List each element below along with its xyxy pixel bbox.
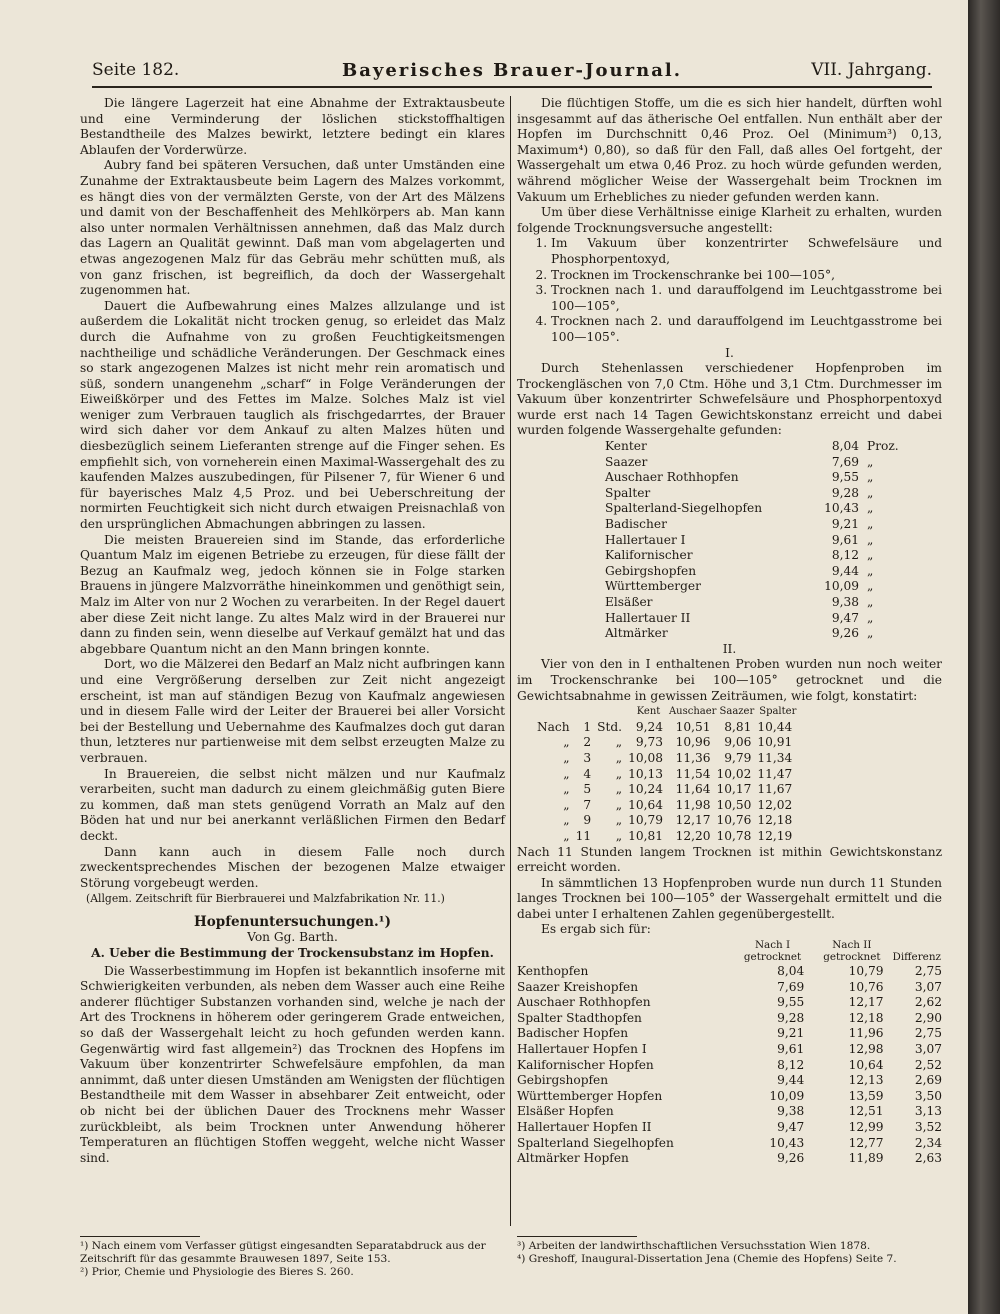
section-heading: I. (725, 345, 734, 360)
weight-value: 10,78 (716, 828, 752, 843)
table-row (537, 829, 798, 845)
difference-value: 3,07 (914, 1042, 942, 1057)
article-author: Von Gg. Barth. (247, 930, 338, 945)
hop-variety: Württemberger (605, 579, 701, 594)
table-row (605, 626, 899, 642)
hop-variety: Altmärker Hopfen (517, 1151, 629, 1166)
value-i: 9,21 (777, 1026, 805, 1041)
paragraph: Die flüchtigen Stoffe, um die es sich hier handelt, dürften wohl insgesammt auf das ätherische Oel entfallen. Nun enthält aber der Hopfen im Durchschnitt 0,46 Proz. Oel (Minimum³) 0,13, Maximum⁴) 0,80), so daß für den Fall, daß alles Oel fortgeht, der Wassergehalt um etwa 0,46 Proz. zu hoch würde gefunden werden, während möglicher Weise der Wassergehalt beim Trocknen im Vakuum um Erhebliches zu nieder gefunden werden kann. (517, 96, 942, 204)
source-citation: (Allgem. Zeitschrift für Bierbrauerei und Malzfabrikation Nr. 11.) (86, 892, 445, 906)
method-list (517, 236, 942, 345)
weight-value: 10,79 (628, 813, 663, 828)
value-ii: 12,77 (848, 1135, 884, 1150)
paragraph: Vier von den in I enthaltenen Proben wurden nun noch weiter im Trockenschranke bei 100—105° getrocknet und die Gewichtsabnahme in gewissen Zeiträumen, wie folgt, konstatirt: (517, 657, 942, 703)
table-row (537, 767, 798, 783)
unit-label: „ (867, 626, 874, 641)
footnote: ⁴) Greshoff, Inaugural-Dissertation Jena (Chemie des Hopfens) Seite 7. (517, 1253, 897, 1265)
difference-value: 3,52 (914, 1120, 942, 1134)
footnote-rule (517, 1236, 637, 1237)
table-row (517, 1104, 942, 1120)
value-i: 9,38 (777, 1104, 805, 1119)
drying-time-table (537, 704, 798, 844)
table-row (517, 1151, 942, 1167)
weight-value: 12,20 (675, 828, 711, 843)
table-row (605, 533, 899, 549)
value-i: 10,09 (769, 1088, 805, 1103)
paragraph: Es ergab sich für: (541, 922, 651, 937)
table-row (537, 720, 798, 736)
water-content-value: 9,21 (831, 517, 859, 532)
column-header: Nach II getrocknet (823, 939, 881, 964)
difference-value: 2,34 (914, 1135, 942, 1150)
table-row (517, 1089, 942, 1105)
row-label: „ (563, 797, 570, 812)
method-item: 3. Trocknen nach 1. und darauffolgend im Leuchtgasstrome bei 100—105°, (551, 283, 942, 314)
weight-value: 8,81 (724, 719, 752, 734)
weight-value: 10,02 (716, 766, 752, 781)
value-ii: 11,96 (848, 1026, 884, 1041)
water-content-value: 8,04 (831, 439, 859, 454)
table-row (537, 782, 798, 798)
table-row (605, 486, 899, 502)
time-unit: „ (615, 782, 623, 797)
hours: 1 (583, 719, 592, 734)
value-ii: 12,51 (848, 1104, 884, 1119)
hours: 4 (583, 766, 592, 781)
table-row (605, 611, 899, 627)
table-row (605, 470, 899, 486)
value-ii: 12,18 (848, 1010, 884, 1025)
hop-variety: Spalter (605, 485, 651, 500)
right-footnotes (517, 1240, 942, 1266)
hop-variety: Hallertauer I (605, 532, 686, 547)
difference-value: 2,75 (914, 964, 942, 979)
water-content-value: 8,12 (831, 548, 859, 563)
table-row (605, 439, 899, 455)
table-row (605, 579, 899, 595)
weight-value: 10,51 (675, 719, 711, 734)
weight-value: 10,08 (628, 750, 663, 765)
value-i: 9,47 (777, 1120, 805, 1134)
hop-variety: Saazer Kreishopfen (517, 979, 639, 994)
method-item: 4. Trocknen nach 2. und darauffolgend im Leuchtgasstrome bei 100—105°. (551, 314, 942, 345)
weight-value: 9,79 (724, 750, 752, 765)
volume-label: VII. Jahrgang. (811, 60, 932, 80)
weight-value: 11,64 (675, 782, 711, 797)
weight-value: 12,17 (675, 813, 711, 828)
weight-value: 11,67 (757, 782, 793, 797)
weight-value: 10,76 (716, 813, 752, 828)
value-i: 8,12 (777, 1057, 805, 1072)
value-ii: 11,89 (848, 1151, 884, 1166)
hop-variety: Elsäßer Hopfen (517, 1104, 614, 1119)
water-content-value: 9,44 (831, 563, 859, 578)
paragraph: Dort, wo die Mälzerei den Bedarf an Malz nicht aufbringen kann und eine Vergrößerung derselben zur Zeit nicht angezeigt erscheint, ist man auf ständigen Bezug von Kaufmalz angewiesen und in diesem Falle wird der Leiter der Brauerei bei aller Vorsicht bei der Bestellung und Uebernahme des Kaufmalzes doch gut daran thun, letzteres nur partienweise mit dem selbst erzeugten Malze zu verbrauen. (80, 657, 505, 765)
unit-label: „ (867, 470, 874, 485)
weight-value: 12,19 (757, 828, 793, 843)
table-row (537, 735, 798, 751)
hours: 2 (583, 735, 592, 750)
journal-title: Bayerisches Brauer-Journal. (342, 60, 682, 81)
table-row (517, 1073, 942, 1089)
row-label: „ (563, 766, 570, 781)
hop-variety: Elsäßer (605, 595, 653, 609)
table-row (537, 813, 798, 829)
adjacent-page-edge (968, 0, 1000, 1314)
hop-variety: Kenter (605, 439, 647, 454)
difference-value: 3,50 (914, 1088, 942, 1103)
paragraph: Um über diese Verhältnisse einige Klarheit zu erhalten, wurden folgende Trocknungsversuche angestellt: (517, 205, 942, 235)
paragraph: Die meisten Brauereien sind im Stande, das erforderliche Quantum Malz im eigenen Betriebe zu erzeugen, für diese fällt der Bezug an Kaufmalz weg, jedoch können sie in Folge starken Brauens in jüngere Malzvorräthe hineinkommen und genöthigt sein, Malz im Alter von nur 2 Wochen zu verarbeiten. In der Regel dauert aber diese Zeit nicht lange. Zu altes Malz wird in der Brauerei nur dann zu finden sein, wenn dieselbe auf Verkauf gemälzt hat und das abgebbare Quantum nicht an den Mann bringen konnte. (80, 532, 505, 656)
value-ii: 12,13 (848, 1073, 884, 1088)
value-ii: 13,59 (848, 1088, 884, 1103)
difference-value: 2,63 (914, 1151, 942, 1166)
table-row (605, 595, 899, 611)
value-ii: 12,99 (848, 1120, 884, 1134)
row-label: Nach (537, 719, 570, 734)
row-label: „ (563, 735, 570, 750)
weight-value: 11,36 (675, 750, 711, 765)
column-header: Spalter (759, 706, 797, 718)
right-column (517, 96, 942, 1167)
unit-label: „ (867, 501, 874, 516)
hop-variety: Württemberger Hopfen (517, 1088, 663, 1103)
value-i: 9,28 (777, 1010, 805, 1025)
water-content-value: 9,61 (831, 532, 859, 547)
hop-variety: Hallertauer II (605, 610, 691, 625)
column-divider (510, 96, 511, 1226)
hours: 3 (583, 750, 592, 765)
hop-variety: Hallertauer Hopfen II (517, 1120, 652, 1134)
row-label: „ (563, 828, 570, 843)
weight-value: 9,06 (724, 735, 752, 750)
hop-variety: Gebirgshopfen (605, 563, 697, 578)
time-unit: „ (615, 766, 623, 781)
weight-value: 12,18 (757, 813, 793, 828)
table-row (517, 1011, 942, 1027)
hop-variety: Gebirgshopfen (517, 1073, 609, 1088)
section-heading: II. (722, 641, 737, 656)
paragraph: Aubry fand bei späteren Versuchen, daß unter Umständen eine Zunahme der Extraktausbeute beim Lagern des Malzes vorkommt, es hängt dies von der vermälzten Gerste, von der Art des Mälzens und damit von der Beschaffenheit des Mehlkörpers ab. Man kann also unter normalen Verhältnissen annehmen, daß das Malz durch das Lagern an Qualität gewinnt. Daß man vom abgelagerten und etwas angezogenen Malz für das Gebräu mehr schütten muß, als von ganz frischen, ist begreiflich, da doch der Wassergehalt zugenommen hat. (80, 158, 505, 298)
row-label: „ (563, 813, 570, 828)
time-unit: Std. (597, 719, 623, 734)
unit-label: „ (867, 517, 874, 532)
hours: 7 (583, 797, 592, 812)
hop-variety: Spalter Stadthopfen (517, 1010, 642, 1025)
unit-label: „ (867, 454, 874, 469)
footnote-rule (80, 1236, 200, 1237)
weight-value: 10,81 (628, 828, 663, 843)
value-i: 9,61 (777, 1042, 805, 1057)
water-content-value: 10,09 (824, 579, 859, 594)
water-content-value: 9,55 (831, 470, 859, 485)
weight-value: 10,91 (757, 735, 793, 750)
weight-value: 10,44 (757, 719, 793, 734)
difference-value: 3,07 (914, 979, 942, 994)
hours: 11 (575, 828, 592, 843)
value-ii: 12,98 (848, 1042, 884, 1057)
paragraph: In Brauereien, die selbst nicht mälzen und nur Kaufmalz verarbeiten, sucht man dadurch zu einem gleichmäßig guten Biere zu kommen, daß man stets genügend Vorrath an Malz auf den Böden hat und nur bei anerkannt verläßlichen Firmen den Bedarf deckt. (80, 766, 505, 843)
hop-variety: Altmärker (605, 626, 668, 641)
header-rule (92, 86, 932, 88)
page-header (92, 60, 932, 84)
water-content-value: 7,69 (831, 454, 859, 469)
hours: 9 (583, 813, 592, 828)
footnote: ²) Prior, Chemie und Physiologie des Bieres S. 260. (80, 1266, 354, 1278)
weight-value: 10,13 (628, 766, 663, 781)
unit-label: „ (867, 532, 874, 547)
table-row (517, 1136, 942, 1152)
column-header: Nach I getrocknet (743, 939, 802, 964)
time-unit: „ (615, 750, 623, 765)
difference-value: 2,75 (914, 1026, 942, 1041)
value-i: 9,44 (777, 1073, 805, 1088)
water-content-value: 9,47 (831, 610, 859, 625)
article-subtitle: A. Ueber die Bestimmung der Trockensubstanz im Hopfen. (91, 946, 494, 961)
table-row (517, 980, 942, 996)
weight-value: 10,17 (716, 782, 752, 797)
hop-variety: Auschaer Rothhopfen (605, 470, 739, 485)
weight-value: 11,54 (675, 766, 711, 781)
table-row (605, 564, 899, 580)
column-header: Auschaer (668, 706, 717, 718)
value-ii: 10,76 (848, 979, 884, 994)
weight-value: 11,34 (757, 750, 793, 765)
hours: 5 (583, 782, 592, 797)
paragraph: In sämmtlichen 13 Hopfenproben wurde nun durch 11 Stunden langes Trocknen bei 100—105° der Wassergehalt ermittelt und die dabei unter I erhaltenen Zahlen gegenübergestellt. (517, 875, 942, 921)
hop-variety: Spalterland-Siegelhopfen (605, 501, 763, 516)
paragraph: Die Wasserbestimmung im Hopfen ist bekanntlich insoferne mit Schwierigkeiten verbunden, als neben dem Wasser auch eine Reihe anderer flüchtiger Substanzen vorhanden sind, welche je nach der Art des Trocknens in höherem oder geringerem Grade entweichen, so daß der Wassergehalt leicht zu hoch gefunden werden kann. Gegenwärtig wird fast allgemein²) das Trocknen des Hopfens im Vakuum über konzentrirter Schwefelsäure empfohlen, da man annimmt, daß unter diesen Umständen am Wenigsten der flüchtigen Bestandtheile mit dem Wasser in absehbarer Zeit entweicht, oder ob nicht bei der üblichen Dauer des Trocknens mehr Wasser zurückbleibt, als beim Trocknen unter Anwendung höherer Temperaturen an flüchtigen Stoffen weggeht, welche nicht Wasser sind. (80, 963, 505, 1165)
value-ii: 10,64 (848, 1057, 884, 1072)
unit-label: „ (867, 548, 874, 563)
unit-label: „ (867, 579, 874, 594)
table-row (605, 548, 899, 564)
table-row (517, 964, 942, 980)
method-item: 1. Im Vakuum über konzentrirter Schwefelsäure und Phosphorpentoxyd, (551, 236, 942, 267)
hop-variety: Auschaer Rothhopfen (517, 995, 651, 1010)
water-content-value: 10,43 (824, 501, 859, 516)
column-header: Saazer (719, 706, 755, 718)
hop-variety: Spalterland Siegelhopfen (517, 1135, 674, 1150)
hop-variety: Badischer Hopfen (517, 1026, 629, 1041)
weight-value: 9,24 (635, 719, 663, 734)
difference-value: 2,52 (914, 1057, 942, 1072)
weight-value: 10,64 (628, 797, 663, 812)
water-content-value: 9,26 (831, 626, 859, 641)
value-ii: 12,17 (848, 995, 884, 1010)
table-row (605, 455, 899, 471)
paragraph: Dauert die Aufbewahrung eines Malzes allzulange und ist außerdem die Lokalität nicht trocken genug, so erleidet das Malz durch die Aufnahme von zu großen Feuchtigkeitsmengen nachtheilige und schädliche Veränderungen. Der Geschmack eines so stark angezogenen Malzes ist nicht mehr rein aromatisch und süß, sondern unangenehm „scharf“ in Folge Veränderungen der Eiweißkörper und des Fettes im Malze. Solches Malz ist viel weniger zum Verbrauen tauglich als frischgedarrtes, der Brauer wird sich daher vor dem Ankauf zu alten Malzes hüten und diesbezüglich seinem Lieferanten strenge auf die Finger sehen. Es empfiehlt sich, von vorneherein einen Maximal-Wassergehalt des zu kaufenden Malzes auszubedingen, für Pilsener 7, für Wiener 6 und für bayerisches Malz 4,5 Proz. und bei Ueberschreitung der normirten Feuchtigkeit sich nicht durch etwaigen Preisnachlaß von den ursprünglichen Abmachungen abbringen zu lassen. (80, 298, 505, 532)
weight-value: 12,02 (757, 797, 793, 812)
paragraph: Nach 11 Stunden langem Trocknen ist mithin Gewichtskonstanz erreicht worden. (517, 844, 942, 875)
unit-label: „ (867, 595, 874, 609)
water-content-value: 9,38 (831, 595, 859, 609)
difference-value: 2,90 (914, 1010, 942, 1025)
unit-label: „ (867, 610, 874, 625)
time-unit: „ (615, 797, 623, 812)
value-i: 8,04 (777, 964, 805, 979)
hop-variety: Badischer (605, 517, 667, 532)
time-unit: „ (615, 813, 623, 828)
table-row (605, 517, 899, 533)
footnote: ¹) Nach einem vom Verfasser gütigst eingesandten Separatabdruck aus der Zeitschrift für das gesammte Brauwesen 1897, Seite 153. (80, 1240, 486, 1265)
table-row (605, 501, 899, 517)
value-i: 7,69 (777, 979, 805, 994)
table-row (517, 995, 942, 1011)
table-row (517, 1120, 942, 1136)
hop-variety: Kalifornischer Hopfen (517, 1057, 654, 1072)
weight-value: 11,98 (675, 797, 711, 812)
left-column (80, 96, 505, 1166)
footnote: ³) Arbeiten der landwirthschaftlichen Versuchsstation Wien 1878. (517, 1240, 871, 1252)
hop-variety: Hallertauer Hopfen I (517, 1042, 647, 1057)
value-i: 9,26 (777, 1151, 805, 1166)
table-row (517, 1026, 942, 1042)
value-i: 10,43 (769, 1135, 805, 1150)
hop-variety: Kenthopfen (517, 964, 589, 979)
water-content-table (605, 439, 899, 642)
table-row (537, 751, 798, 767)
weight-value: 10,96 (675, 735, 711, 750)
water-content-value: 9,28 (831, 485, 859, 500)
time-unit: „ (615, 828, 623, 843)
value-i: 9,55 (777, 995, 805, 1010)
weight-value: 11,47 (757, 766, 793, 781)
hop-variety: Saazer (605, 454, 648, 469)
hop-variety: Kalifornischer (605, 548, 693, 563)
weight-value: 9,73 (635, 735, 663, 750)
column-header: Differenz (892, 951, 941, 964)
article-title: Hopfenuntersuchungen.¹) (194, 913, 391, 930)
row-label: „ (563, 782, 570, 797)
page-number: Seite 182. (92, 60, 180, 80)
weight-value: 10,50 (716, 797, 752, 812)
method-item: 2. Trocknen im Trockenschranke bei 100—105°, (551, 268, 942, 284)
difference-value: 3,13 (914, 1104, 942, 1119)
time-unit: „ (615, 735, 623, 750)
unit-label: Proz. (867, 439, 899, 454)
weight-value: 10,24 (628, 782, 663, 797)
table-row (537, 798, 798, 814)
difference-value: 2,62 (914, 995, 942, 1010)
comparison-table (517, 938, 942, 1167)
unit-label: „ (867, 563, 874, 578)
table-row (517, 1042, 942, 1058)
paragraph: Durch Stehenlassen verschiedener Hopfenproben im Trockengläschen von 7,0 Ctm. Höhe und 3,1 Ctm. Durchmesser im Vakuum über konzentrirter Schwefelsäure und Phosphorpentoxyd wurde erst nach 14 Tagen Gewichtskonstanz erreicht und dabei wurden folgende Wassergehalte gefunden: (517, 361, 942, 438)
left-footnotes (80, 1240, 505, 1279)
column-header: Kent (636, 706, 661, 718)
unit-label: „ (867, 485, 874, 500)
row-label: „ (563, 750, 570, 765)
difference-value: 2,69 (914, 1073, 942, 1088)
paragraph: Dann kann auch in diesem Falle noch durch zweckentsprechendes Mischen der bezogenen Malze etwaiger Störung vorgebeugt werden. (80, 844, 505, 890)
value-ii: 10,79 (848, 964, 884, 979)
paragraph: Die längere Lagerzeit hat eine Abnahme der Extraktausbeute und eine Verminderung der löslichen stickstoffhaltigen Bestandtheile des Malzes bewirkt, letztere bedingt ein klares Ablaufen der Vorderwürze. (80, 96, 505, 157)
table-row (517, 1058, 942, 1074)
